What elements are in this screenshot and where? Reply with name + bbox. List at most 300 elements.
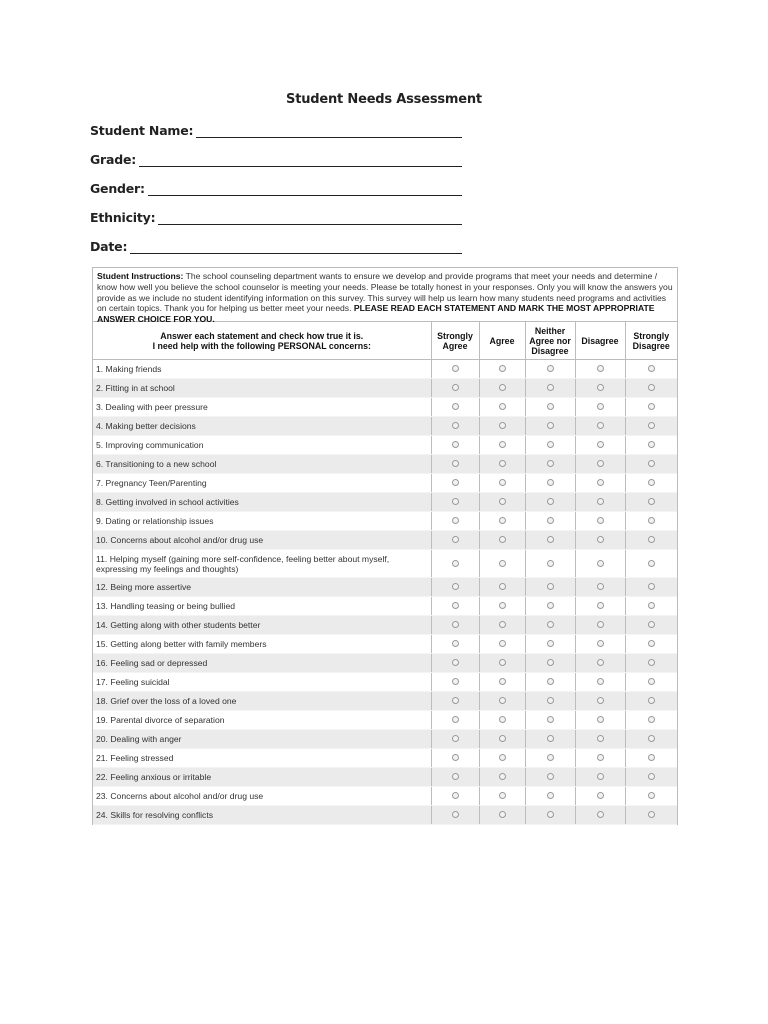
radio-strongly-disagree[interactable] bbox=[648, 560, 655, 567]
choice-cell-disagree bbox=[575, 673, 625, 692]
radio-agree[interactable] bbox=[499, 697, 506, 704]
question-text: 4. Making better decisions bbox=[93, 417, 431, 436]
choice-cell-neither bbox=[525, 616, 575, 635]
choice-header-disagree: Disagree bbox=[575, 322, 625, 360]
choice-cell-strongly-disagree bbox=[625, 654, 677, 673]
radio-neither[interactable] bbox=[547, 583, 554, 590]
question-column-header bbox=[93, 322, 431, 360]
question-row bbox=[93, 597, 677, 616]
question-row bbox=[93, 531, 677, 550]
choice-cell-neither bbox=[525, 730, 575, 749]
choice-header-strongly-agree: Strongly Agree bbox=[431, 322, 479, 360]
radio-neither[interactable] bbox=[547, 773, 554, 780]
question-text: 11. Helping myself (gaining more self-confidence, feeling better about myself, expressing my feelings and thoughts) bbox=[93, 550, 431, 578]
question-row bbox=[93, 436, 677, 455]
choice-cell-disagree bbox=[575, 398, 625, 417]
grade-field[interactable] bbox=[90, 149, 462, 167]
radio-neither[interactable] bbox=[547, 735, 554, 742]
choice-cell-strongly-disagree bbox=[625, 768, 677, 787]
question-row bbox=[93, 787, 677, 806]
question-row bbox=[93, 417, 677, 436]
choice-cell-agree bbox=[479, 436, 525, 455]
choice-cell-agree bbox=[479, 398, 525, 417]
radio-agree[interactable] bbox=[499, 621, 506, 628]
question-row bbox=[93, 455, 677, 474]
radio-agree[interactable] bbox=[499, 678, 506, 685]
radio-strongly-disagree[interactable] bbox=[648, 403, 655, 410]
radio-strongly-agree[interactable] bbox=[452, 498, 459, 505]
radio-disagree[interactable] bbox=[597, 792, 604, 799]
question-text: 14. Getting along with other students better bbox=[93, 616, 431, 635]
question-text: 20. Dealing with anger bbox=[93, 730, 431, 749]
gender-field[interactable] bbox=[90, 178, 462, 196]
instructions-text: The school counseling department wants to ensure we develop and provide programs that meet your needs and determine / know how well you believe the school counselor is meeting your needs. Please be totally honest in your responses. Only you will know the answers you provide as we include no student identifying information on this survey. This survey will help us learn how many students need programs and activities on certain topics. Thank you for helping us better meet your needs. bbox=[97, 271, 673, 314]
choice-cell-disagree bbox=[575, 493, 625, 512]
choice-cell-agree bbox=[479, 474, 525, 493]
choice-cell-neither bbox=[525, 550, 575, 578]
choice-cell-agree bbox=[479, 787, 525, 806]
choice-cell-disagree bbox=[575, 360, 625, 379]
choice-cell-strongly-agree bbox=[431, 806, 479, 825]
question-row bbox=[93, 711, 677, 730]
choice-cell-strongly-agree bbox=[431, 616, 479, 635]
choice-cell-strongly-agree bbox=[431, 531, 479, 550]
radio-disagree[interactable] bbox=[597, 811, 604, 818]
radio-strongly-agree[interactable] bbox=[452, 697, 459, 704]
radio-strongly-disagree[interactable] bbox=[648, 792, 655, 799]
instructions-emphasis: PLEASE READ EACH STATEMENT AND MARK THE MOST APPROPRIATE ANSWER CHOICE FOR YOU. bbox=[97, 303, 655, 325]
choice-cell-agree bbox=[479, 711, 525, 730]
radio-strongly-disagree[interactable] bbox=[648, 678, 655, 685]
question-row bbox=[93, 692, 677, 711]
choice-cell-strongly-agree bbox=[431, 597, 479, 616]
choice-cell-strongly-agree bbox=[431, 768, 479, 787]
radio-strongly-disagree[interactable] bbox=[648, 735, 655, 742]
question-header-line2: I need help with the following PERSONAL concerns: bbox=[152, 340, 371, 351]
choice-cell-neither bbox=[525, 654, 575, 673]
question-text: 19. Parental divorce of separation bbox=[93, 711, 431, 730]
question-text: 15. Getting along better with family members bbox=[93, 635, 431, 654]
radio-agree[interactable] bbox=[499, 384, 506, 391]
radio-agree[interactable] bbox=[499, 583, 506, 590]
radio-strongly-disagree[interactable] bbox=[648, 422, 655, 429]
choice-cell-agree bbox=[479, 455, 525, 474]
date-field[interactable] bbox=[90, 236, 462, 254]
choice-cell-strongly-disagree bbox=[625, 711, 677, 730]
choice-cell-disagree bbox=[575, 379, 625, 398]
radio-disagree[interactable] bbox=[597, 384, 604, 391]
radio-neither[interactable] bbox=[547, 811, 554, 818]
radio-disagree[interactable] bbox=[597, 460, 604, 467]
radio-neither[interactable] bbox=[547, 754, 554, 761]
choice-cell-strongly-agree bbox=[431, 550, 479, 578]
radio-disagree[interactable] bbox=[597, 441, 604, 448]
radio-agree[interactable] bbox=[499, 659, 506, 666]
choice-cell-strongly-disagree bbox=[625, 360, 677, 379]
choice-cell-strongly-agree bbox=[431, 635, 479, 654]
choice-cell-neither bbox=[525, 493, 575, 512]
radio-strongly-disagree[interactable] bbox=[648, 517, 655, 524]
question-text: 18. Grief over the loss of a loved one bbox=[93, 692, 431, 711]
radio-neither[interactable] bbox=[547, 403, 554, 410]
radio-neither[interactable] bbox=[547, 479, 554, 486]
choice-header-strongly-disagree: Strongly Disagree bbox=[625, 322, 677, 360]
student-name-line[interactable] bbox=[196, 124, 462, 138]
choice-cell-strongly-disagree bbox=[625, 512, 677, 531]
choice-cell-strongly-agree bbox=[431, 692, 479, 711]
choice-cell-neither bbox=[525, 512, 575, 531]
choice-cell-agree bbox=[479, 360, 525, 379]
radio-disagree[interactable] bbox=[597, 640, 604, 647]
choice-cell-strongly-disagree bbox=[625, 398, 677, 417]
radio-neither[interactable] bbox=[547, 384, 554, 391]
radio-disagree[interactable] bbox=[597, 716, 604, 723]
choice-cell-strongly-agree bbox=[431, 673, 479, 692]
radio-strongly-disagree[interactable] bbox=[648, 441, 655, 448]
question-text: 7. Pregnancy Teen/Parenting bbox=[93, 474, 431, 493]
radio-strongly-agree[interactable] bbox=[452, 754, 459, 761]
question-row bbox=[93, 673, 677, 692]
survey-table bbox=[92, 267, 678, 825]
choice-cell-strongly-agree bbox=[431, 493, 479, 512]
choice-cell-disagree bbox=[575, 417, 625, 436]
choice-cell-strongly-agree bbox=[431, 749, 479, 768]
choice-cell-strongly-agree bbox=[431, 417, 479, 436]
question-text: 21. Feeling stressed bbox=[93, 749, 431, 768]
choice-cell-disagree bbox=[575, 436, 625, 455]
radio-strongly-agree[interactable] bbox=[452, 773, 459, 780]
question-text: 10. Concerns about alcohol and/or drug use bbox=[93, 531, 431, 550]
question-header-line1: Answer each statement and check how true it is. bbox=[160, 330, 364, 341]
radio-strongly-disagree[interactable] bbox=[648, 498, 655, 505]
question-row bbox=[93, 749, 677, 768]
choice-cell-strongly-agree bbox=[431, 360, 479, 379]
question-row bbox=[93, 730, 677, 749]
ethnicity-line[interactable] bbox=[158, 211, 462, 225]
radio-disagree[interactable] bbox=[597, 678, 604, 685]
choice-cell-agree bbox=[479, 379, 525, 398]
grade-label: Grade: bbox=[90, 152, 137, 167]
radio-disagree[interactable] bbox=[597, 621, 604, 628]
choice-cell-strongly-disagree bbox=[625, 455, 677, 474]
radio-strongly-agree[interactable] bbox=[452, 716, 459, 723]
choice-cell-strongly-disagree bbox=[625, 749, 677, 768]
choice-header-agree: Agree bbox=[479, 322, 525, 360]
question-row bbox=[93, 806, 677, 825]
question-text: 24. Skills for resolving conflicts bbox=[93, 806, 431, 825]
choice-cell-strongly-agree bbox=[431, 654, 479, 673]
radio-neither[interactable] bbox=[547, 621, 554, 628]
choice-cell-disagree bbox=[575, 512, 625, 531]
question-row bbox=[93, 654, 677, 673]
choice-cell-disagree bbox=[575, 730, 625, 749]
choice-cell-strongly-disagree bbox=[625, 806, 677, 825]
choice-cell-strongly-agree bbox=[431, 578, 479, 597]
question-row bbox=[93, 550, 677, 578]
choice-cell-agree bbox=[479, 806, 525, 825]
question-text: 1. Making friends bbox=[93, 360, 431, 379]
choice-cell-disagree bbox=[575, 474, 625, 493]
question-text: 22. Feeling anxious or irritable bbox=[93, 768, 431, 787]
choice-cell-neither bbox=[525, 711, 575, 730]
choice-cell-strongly-agree bbox=[431, 455, 479, 474]
choice-cell-disagree bbox=[575, 654, 625, 673]
radio-neither[interactable] bbox=[547, 716, 554, 723]
radio-strongly-agree[interactable] bbox=[452, 384, 459, 391]
radio-agree[interactable] bbox=[499, 498, 506, 505]
question-text: 17. Feeling suicidal bbox=[93, 673, 431, 692]
radio-agree[interactable] bbox=[499, 602, 506, 609]
question-text: 6. Transitioning to a new school bbox=[93, 455, 431, 474]
question-row bbox=[93, 616, 677, 635]
radio-agree[interactable] bbox=[499, 773, 506, 780]
ethnicity-label: Ethnicity: bbox=[90, 210, 156, 225]
radio-strongly-disagree[interactable] bbox=[648, 602, 655, 609]
radio-neither[interactable] bbox=[547, 517, 554, 524]
choice-cell-strongly-disagree bbox=[625, 578, 677, 597]
question-row bbox=[93, 474, 677, 493]
student-name-field[interactable] bbox=[90, 120, 462, 138]
radio-strongly-disagree[interactable] bbox=[648, 811, 655, 818]
choice-cell-strongly-disagree bbox=[625, 787, 677, 806]
radio-neither[interactable] bbox=[547, 659, 554, 666]
choice-cell-strongly-disagree bbox=[625, 379, 677, 398]
radio-strongly-disagree[interactable] bbox=[648, 460, 655, 467]
question-text: 2. Fitting in at school bbox=[93, 379, 431, 398]
radio-agree[interactable] bbox=[499, 536, 506, 543]
question-text: 5. Improving communication bbox=[93, 436, 431, 455]
radio-strongly-agree[interactable] bbox=[452, 583, 459, 590]
radio-strongly-disagree[interactable] bbox=[648, 754, 655, 761]
radio-strongly-agree[interactable] bbox=[452, 536, 459, 543]
choice-cell-neither bbox=[525, 692, 575, 711]
radio-strongly-disagree[interactable] bbox=[648, 365, 655, 372]
question-text: 16. Feeling sad or depressed bbox=[93, 654, 431, 673]
radio-disagree[interactable] bbox=[597, 697, 604, 704]
radio-disagree[interactable] bbox=[597, 422, 604, 429]
radio-neither[interactable] bbox=[547, 792, 554, 799]
radio-strongly-disagree[interactable] bbox=[648, 773, 655, 780]
radio-strongly-agree[interactable] bbox=[452, 479, 459, 486]
choice-cell-agree bbox=[479, 635, 525, 654]
radio-neither[interactable] bbox=[547, 460, 554, 467]
radio-strongly-agree[interactable] bbox=[452, 422, 459, 429]
radio-agree[interactable] bbox=[499, 792, 506, 799]
choice-cell-agree bbox=[479, 616, 525, 635]
radio-strongly-disagree[interactable] bbox=[648, 716, 655, 723]
radio-strongly-agree[interactable] bbox=[452, 517, 459, 524]
radio-strongly-agree[interactable] bbox=[452, 659, 459, 666]
radio-neither[interactable] bbox=[547, 365, 554, 372]
radio-strongly-agree[interactable] bbox=[452, 640, 459, 647]
radio-agree[interactable] bbox=[499, 460, 506, 467]
choice-cell-strongly-disagree bbox=[625, 436, 677, 455]
radio-agree[interactable] bbox=[499, 479, 506, 486]
radio-strongly-disagree[interactable] bbox=[648, 621, 655, 628]
choice-cell-strongly-disagree bbox=[625, 597, 677, 616]
gender-line[interactable] bbox=[148, 182, 462, 196]
radio-disagree[interactable] bbox=[597, 498, 604, 505]
radio-strongly-disagree[interactable] bbox=[648, 583, 655, 590]
radio-strongly-agree[interactable] bbox=[452, 403, 459, 410]
choice-cell-neither bbox=[525, 417, 575, 436]
radio-strongly-disagree[interactable] bbox=[648, 640, 655, 647]
choice-cell-neither bbox=[525, 806, 575, 825]
header-row bbox=[93, 322, 677, 360]
question-text: 13. Handling teasing or being bullied bbox=[93, 597, 431, 616]
instructions-label: Student Instructions: bbox=[97, 271, 184, 281]
choice-cell-disagree bbox=[575, 531, 625, 550]
choice-cell-agree bbox=[479, 749, 525, 768]
radio-disagree[interactable] bbox=[597, 754, 604, 761]
radio-agree[interactable] bbox=[499, 560, 506, 567]
choice-cell-strongly-agree bbox=[431, 787, 479, 806]
radio-strongly-agree[interactable] bbox=[452, 460, 459, 467]
choice-cell-agree bbox=[479, 597, 525, 616]
choice-cell-strongly-disagree bbox=[625, 673, 677, 692]
radio-agree[interactable] bbox=[499, 403, 506, 410]
radio-strongly-agree[interactable] bbox=[452, 735, 459, 742]
choice-cell-neither bbox=[525, 436, 575, 455]
choice-cell-strongly-disagree bbox=[625, 531, 677, 550]
questions-table bbox=[93, 322, 677, 825]
radio-disagree[interactable] bbox=[597, 479, 604, 486]
radio-strongly-agree[interactable] bbox=[452, 560, 459, 567]
radio-disagree[interactable] bbox=[597, 365, 604, 372]
radio-neither[interactable] bbox=[547, 441, 554, 448]
radio-neither[interactable] bbox=[547, 602, 554, 609]
choice-cell-disagree bbox=[575, 550, 625, 578]
question-text: 9. Dating or relationship issues bbox=[93, 512, 431, 531]
choice-cell-neither bbox=[525, 768, 575, 787]
choice-cell-neither bbox=[525, 360, 575, 379]
radio-neither[interactable] bbox=[547, 498, 554, 505]
radio-neither[interactable] bbox=[547, 697, 554, 704]
question-text: 8. Getting involved in school activities bbox=[93, 493, 431, 512]
radio-strongly-agree[interactable] bbox=[452, 811, 459, 818]
radio-disagree[interactable] bbox=[597, 659, 604, 666]
radio-strongly-agree[interactable] bbox=[452, 678, 459, 685]
choice-cell-disagree bbox=[575, 711, 625, 730]
ethnicity-field[interactable] bbox=[90, 207, 462, 225]
choice-cell-disagree bbox=[575, 635, 625, 654]
choice-cell-neither bbox=[525, 531, 575, 550]
radio-strongly-agree[interactable] bbox=[452, 441, 459, 448]
radio-neither[interactable] bbox=[547, 640, 554, 647]
choice-cell-strongly-disagree bbox=[625, 730, 677, 749]
choice-cell-disagree bbox=[575, 806, 625, 825]
radio-disagree[interactable] bbox=[597, 403, 604, 410]
radio-agree[interactable] bbox=[499, 716, 506, 723]
choice-cell-strongly-agree bbox=[431, 730, 479, 749]
radio-neither[interactable] bbox=[547, 536, 554, 543]
instructions-box bbox=[93, 268, 677, 325]
choice-cell-neither bbox=[525, 749, 575, 768]
question-row bbox=[93, 360, 677, 379]
choice-cell-agree bbox=[479, 417, 525, 436]
radio-neither[interactable] bbox=[547, 560, 554, 567]
choice-cell-strongly-agree bbox=[431, 474, 479, 493]
choice-cell-strongly-disagree bbox=[625, 635, 677, 654]
choice-cell-disagree bbox=[575, 749, 625, 768]
radio-strongly-disagree[interactable] bbox=[648, 536, 655, 543]
choice-cell-disagree bbox=[575, 578, 625, 597]
choice-cell-agree bbox=[479, 493, 525, 512]
radio-disagree[interactable] bbox=[597, 773, 604, 780]
grade-line[interactable] bbox=[139, 153, 462, 167]
question-row bbox=[93, 768, 677, 787]
radio-strongly-agree[interactable] bbox=[452, 365, 459, 372]
choice-cell-neither bbox=[525, 474, 575, 493]
choice-cell-agree bbox=[479, 512, 525, 531]
questions-body bbox=[93, 360, 677, 825]
choice-cell-agree bbox=[479, 730, 525, 749]
choice-cell-agree bbox=[479, 550, 525, 578]
radio-disagree[interactable] bbox=[597, 583, 604, 590]
choice-cell-strongly-agree bbox=[431, 379, 479, 398]
choice-cell-neither bbox=[525, 578, 575, 597]
student-name-label: Student Name: bbox=[90, 123, 194, 138]
choice-cell-agree bbox=[479, 692, 525, 711]
radio-disagree[interactable] bbox=[597, 536, 604, 543]
gender-label: Gender: bbox=[90, 181, 145, 196]
choice-cell-strongly-disagree bbox=[625, 417, 677, 436]
radio-disagree[interactable] bbox=[597, 560, 604, 567]
question-text: 23. Concerns about alcohol and/or drug use bbox=[93, 787, 431, 806]
date-line[interactable] bbox=[130, 240, 462, 254]
date-label: Date: bbox=[90, 239, 128, 254]
choice-cell-neither bbox=[525, 379, 575, 398]
radio-agree[interactable] bbox=[499, 365, 506, 372]
radio-agree[interactable] bbox=[499, 754, 506, 761]
choice-cell-neither bbox=[525, 597, 575, 616]
radio-strongly-agree[interactable] bbox=[452, 602, 459, 609]
choice-cell-disagree bbox=[575, 455, 625, 474]
choice-header-neither: Neither Agree nor Disagree bbox=[525, 322, 575, 360]
radio-agree[interactable] bbox=[499, 811, 506, 818]
radio-strongly-agree[interactable] bbox=[452, 621, 459, 628]
radio-strongly-disagree[interactable] bbox=[648, 659, 655, 666]
choice-cell-agree bbox=[479, 531, 525, 550]
radio-neither[interactable] bbox=[547, 422, 554, 429]
question-row bbox=[93, 635, 677, 654]
radio-neither[interactable] bbox=[547, 678, 554, 685]
question-row bbox=[93, 398, 677, 417]
choice-cell-neither bbox=[525, 635, 575, 654]
radio-disagree[interactable] bbox=[597, 735, 604, 742]
radio-agree[interactable] bbox=[499, 735, 506, 742]
question-text: 12. Being more assertive bbox=[93, 578, 431, 597]
choice-cell-neither bbox=[525, 455, 575, 474]
radio-disagree[interactable] bbox=[597, 602, 604, 609]
radio-disagree[interactable] bbox=[597, 517, 604, 524]
radio-agree[interactable] bbox=[499, 441, 506, 448]
choice-cell-agree bbox=[479, 768, 525, 787]
choice-cell-strongly-disagree bbox=[625, 550, 677, 578]
radio-strongly-disagree[interactable] bbox=[648, 697, 655, 704]
radio-strongly-disagree[interactable] bbox=[648, 479, 655, 486]
question-row bbox=[93, 493, 677, 512]
radio-agree[interactable] bbox=[499, 517, 506, 524]
choice-cell-strongly-agree bbox=[431, 398, 479, 417]
radio-strongly-agree[interactable] bbox=[452, 792, 459, 799]
choice-cell-disagree bbox=[575, 616, 625, 635]
choice-cell-strongly-disagree bbox=[625, 692, 677, 711]
question-text: 3. Dealing with peer pressure bbox=[93, 398, 431, 417]
radio-agree[interactable] bbox=[499, 640, 506, 647]
radio-strongly-disagree[interactable] bbox=[648, 384, 655, 391]
radio-agree[interactable] bbox=[499, 422, 506, 429]
